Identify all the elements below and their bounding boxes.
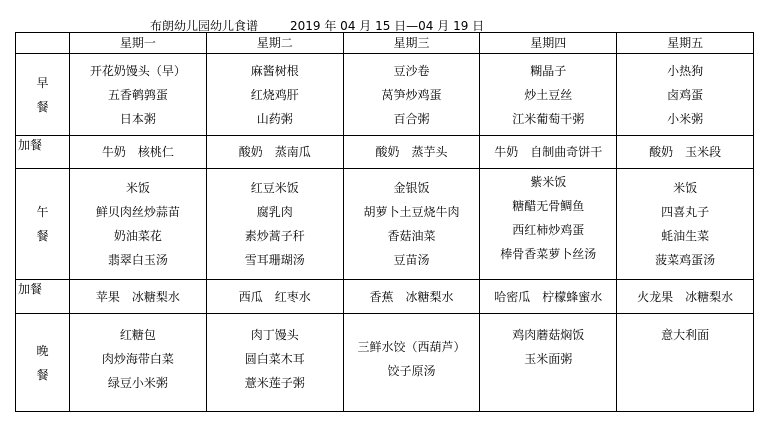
menu-cell [70,54,207,136]
meal-label-char: 餐 [36,229,49,243]
corner-cell [16,33,70,54]
menu-table [15,32,754,412]
dish: 红糖包 [119,328,156,342]
dish: 肉炒海带白菜 [101,352,174,366]
menu-cell [343,314,480,412]
dish: 山药粥 [256,111,293,126]
dish: 雪耳珊瑚汤 [244,253,305,267]
dish: 豆沙卷 [393,63,430,78]
dish: 豆苗汤 [393,253,430,267]
meal-row-snack-pm [16,280,754,314]
menu-cell: 酸奶 蒸芋头 [343,136,480,169]
meal-row-dinner [16,314,754,412]
dish: 玉米面粥 [524,352,573,366]
menu-cell [206,54,343,136]
day-header: 星期五 [617,33,754,54]
dish: 米饭 [673,181,698,195]
dish: 糊晶子 [530,63,567,78]
menu-cell [206,314,343,412]
dish: 小米粥 [667,111,704,126]
menu-cell: 牛奶 核桃仁 [70,136,207,169]
meal-label [16,169,70,280]
menu-cell [343,54,480,136]
dish: 鲜贝肉丝炒蒜苗 [95,205,180,219]
menu-cell: 火龙果 冰糖梨水 [617,280,754,314]
dish: 五香鹌鹑蛋 [107,87,168,102]
day-header: 星期三 [343,33,480,54]
menu-cell [617,54,754,136]
dish: 开花奶馒头（早） [89,63,186,78]
menu-cell [343,169,480,280]
menu-cell [617,314,754,412]
dish: 圆白菜木耳 [244,352,305,366]
meal-label: 加餐 [16,280,70,314]
menu-cell: 酸奶 蒸南瓜 [206,136,343,169]
dish: 薏米莲子粥 [244,376,305,390]
menu-cell [70,169,207,280]
dish: 菠菜鸡蛋汤 [655,253,716,267]
meal-label: 加餐 [16,136,70,169]
menu-cell [480,54,617,136]
meal-row-breakfast [16,54,754,136]
menu-cell [70,314,207,412]
menu-cell [480,169,617,280]
dish: 翡翠白玉汤 [107,253,168,267]
menu-cell: 西瓜 红枣水 [206,280,343,314]
menu-cell: 牛奶 自制曲奇饼干 [480,136,617,169]
meal-label-char: 早 [36,75,49,90]
dish: 江米葡萄干粥 [512,111,585,126]
day-header: 星期二 [206,33,343,54]
dish: 三鲜水饺（西葫芦） [357,340,466,354]
dish: 炒土豆丝 [524,87,573,102]
dish: 香菇油菜 [387,229,436,243]
dish: 肉丁馒头 [250,328,299,342]
dish: 小热狗 [667,63,704,78]
dish: 西红柿炒鸡蛋 [512,223,585,237]
dish: 莴笋炒鸡蛋 [381,87,442,102]
menu-cell: 苹果 冰糖梨水 [70,280,207,314]
dish: 日本粥 [119,111,156,126]
dish: 奶油菜花 [113,229,162,243]
menu-cell: 哈密瓜 柠檬蜂蜜水 [480,280,617,314]
meal-label-char: 餐 [36,367,49,382]
dish: 糖醋无骨鲷鱼 [512,199,585,213]
day-header: 星期四 [480,33,617,54]
meal-label-char: 餐 [36,99,49,114]
dish: 绿豆小米粥 [107,376,168,390]
dish: 棒骨香菜萝卜丝汤 [500,247,597,261]
meal-label [16,314,70,412]
dish: 红烧鸡肝 [250,87,299,102]
meal-label [16,54,70,136]
dish: 四喜丸子 [661,205,710,219]
meal-row-lunch [16,169,754,280]
meal-label-char: 晚 [36,343,49,358]
dish: 百合粥 [393,111,430,126]
menu-cell [617,169,754,280]
dish: 饺子原汤 [387,364,436,378]
dish: 蚝油生菜 [661,229,710,243]
meal-row-snack-am [16,136,754,169]
dish: 腐乳肉 [256,205,293,219]
menu-cell: 酸奶 玉米段 [617,136,754,169]
dish: 鸡肉蘑菇焖饭 [512,328,585,342]
dish: 紫米饭 [530,175,567,189]
day-header: 星期一 [70,33,207,54]
dish: 米饭 [125,181,150,195]
dish: 胡萝卜土豆烧牛肉 [363,205,460,219]
menu-title: 布朗幼儿园幼儿食谱 [150,19,259,33]
dish: 金银饭 [393,181,430,195]
meal-label-char: 午 [36,205,49,219]
header-row [16,33,754,54]
menu-cell [206,169,343,280]
dish: 意大利面 [661,328,710,342]
menu-cell [480,314,617,412]
dish: 卤鸡蛋 [667,87,704,102]
dish: 麻酱树根 [250,63,299,78]
date-range: 2019 年 04 月 15 日—04 月 19 日 [290,19,485,33]
menu-cell: 香蕉 冰糖梨水 [343,280,480,314]
dish: 红豆米饭 [250,181,299,195]
dish: 素炒蒿子秆 [244,229,305,243]
